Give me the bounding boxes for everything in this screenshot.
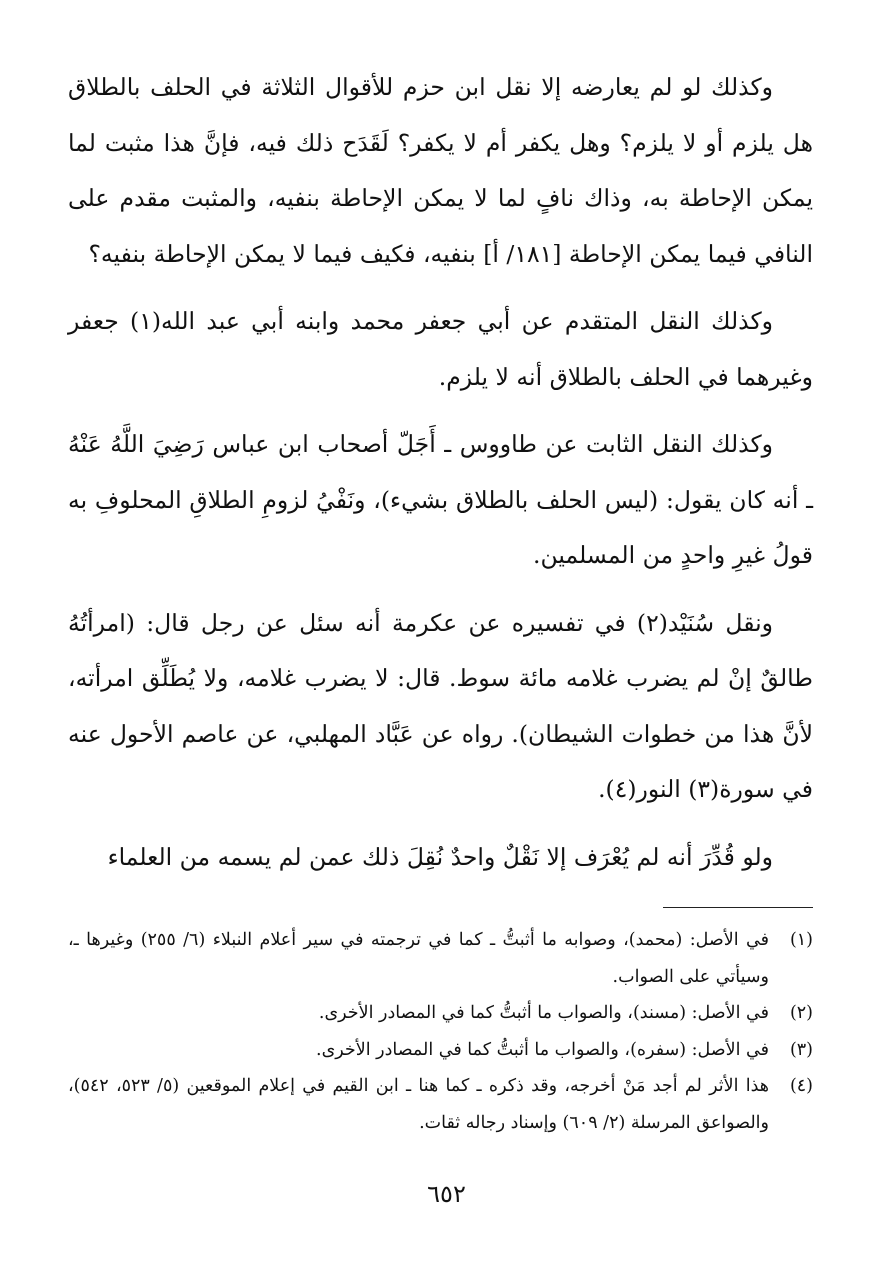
- footnote-number: (٢): [789, 1003, 813, 1023]
- footnote-2: [68, 995, 813, 1032]
- paragraph-2: وكذلك النقل المتقدم عن أبي جعفر محمد وابنه أبي عبد الله(١) جعفر وغيرهما في الحلف بالطلاق أنه لا يلزم.: [68, 307, 813, 391]
- footnote-text: في الأصل: (سفره)، والصواب ما أثبتُّ كما في المصادر الأخرى.: [316, 1039, 769, 1060]
- main-text: [68, 60, 813, 897]
- paragraph-5: ولو قُدِّرَ أنه لم يُعْرَف إلا نَقْلٌ واحدٌ نُقِلَ ذلك عمن لم يسمه من العلماء: [107, 842, 773, 871]
- paragraph-3: وكذلك النقل الثابت عن طاووس ـ أَجَلّ أصحاب ابن عباس رَضِيَ اللَّهُ عَنْهُ ـ أنه كان يقول: (ليس الحلف بالطلاق بشيء)، ونَفْيُ لزومِ الطلاقِ المحلوفِ به قولُ غيرِ واحدٍ من المسلمين.: [68, 430, 813, 569]
- footnote-text: في الأصل: (محمد)، وصوابه ما أثبتُّ ـ كما في ترجمته في سير أعلام النبلاء (٦/ ٢٥٥) وغيرها ـ، وسيأتي على الصواب.: [68, 930, 770, 987]
- footnote-divider: [663, 907, 813, 908]
- footnote-4: [68, 1068, 813, 1141]
- footnote-1: [68, 922, 813, 995]
- footnote-3: [68, 1032, 813, 1069]
- footnotes: [68, 922, 813, 1141]
- footnote-text: هذا الأثر لم أجد مَنْ أخرجه، وقد ذكره ـ كما هنا ـ ابن القيم في إعلام الموقعين (٥/ ٥٢٣، ٥٤٢)، والصواعق المرسلة (٢/ ٦٠٩) وإسناد رجاله ثقات.: [68, 1076, 769, 1133]
- paragraph-4: ونقل سُنَيْد(٢) في تفسيره عن عكرمة أنه سئل عن رجل قال: (امرأتُهُ طالقٌ إنْ لم يضرب غلامه مائة سوط. قال: لا يضرب غلامه، ولا يُطَلِّق امرأته، لأنَّ هذا من خطوات الشيطان). رواه عن عَبَّاد المهلبي، عن عاصم الأحول عنه في سورة(٣) النور(٤).: [68, 608, 813, 803]
- footnote-text: في الأصل: (مسند)، والصواب ما أثبتُّ كما في المصادر الأخرى.: [318, 1003, 769, 1023]
- page-number: ٦٥٢: [427, 1180, 466, 1208]
- footnote-number: (٣): [789, 1039, 813, 1060]
- footnote-number: (١): [789, 930, 813, 950]
- paragraph-1: وكذلك لو لم يعارضه إلا نقل ابن حزم للأقوال الثلاثة في الحلف بالطلاق هل يلزم أو لا يلزم؟ وهل يكفر أم لا يكفر؟ لَقَدَح ذلك فيه، فإنَّ هذا مثبت لما يمكن الإحاطة به، وذاك نافٍ لما لا يمكن الإحاطة بنفيه، والمثبت مقدم على النافي فيما يمكن الإحاطة [١٨١/ أ] بنفيه، فكيف فيما لا يمكن الإحاطة بنفيه؟: [68, 73, 813, 268]
- footnote-number: (٤): [789, 1076, 813, 1096]
